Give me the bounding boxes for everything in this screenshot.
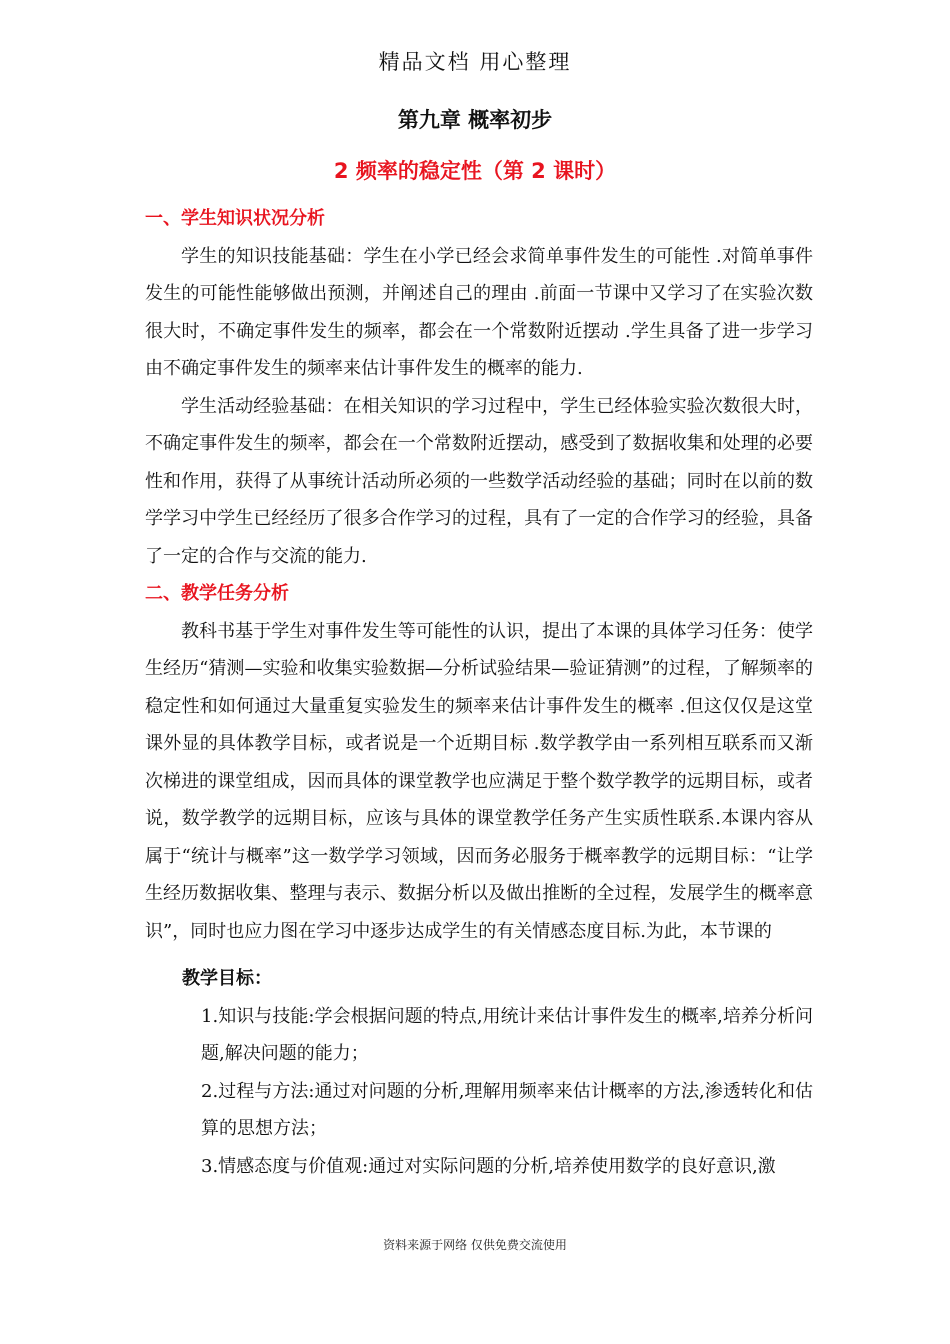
section1-heading: 一、学生知识状况分析 xyxy=(145,208,325,229)
goal-item: 2.过程与方法:通过对问题的分析,理解用频率来估计概率的方法,渗透转化和估算的思想方法； xyxy=(201,1080,813,1139)
section1-paragraph-2: 学生活动经验基础：在相关知识的学习过程中，学生已经体验实验次数很大时，不确定事件发生的频率，都会在一个常数附近摆动，感受到了数据收集和处理的必要性和作用，获得了从事统计活动所必须的一些数学活动经验的基础；同时在以前的数学学习中学生已经经历了很多合作学习的过程，具有了一定的合作学习的经验，具备了一定的合作与交流的能力. xyxy=(145,395,813,567)
chapter-title: 第九章 概率初步 xyxy=(397,108,553,132)
page-footer: 资料来源于网络 仅供免费交流使用 xyxy=(383,1238,567,1252)
section2-heading: 二、教学任务分析 xyxy=(145,583,289,604)
lesson-title: 2 频率的稳定性（第 2 课时） xyxy=(333,159,617,183)
document-body xyxy=(145,200,813,1185)
section2-paragraph-1: 教科书基于学生对事件发生等可能性的认识，提出了本课的具体学习任务：使学生经历“猜测—实验和收集实验数据—分析试验结果—验证猜测”的过程，了解频率的稳定性和如何通过大量重复实验发生的频率来估计事件发生的概率 .但这仅仅是这堂课外显的具体教学目标，或者说是一个近期目标 .数学教学由一系列相互联系而又渐次梯进的课堂组成，因而具体的课堂教学也应满足于整个数学教学的远期目标，或者说，数学教学的远期目标，应该与具体的课堂教学任务产生实质性联系.本课内容从属于“统计与概率”这一数学学习领域，因而务必服务于概率教学的远期目标：“让学生经历数据收集、整理与表示、数据分析以及做出推断的全过程，发展学生的概率意识”，同时也应力图在学习中逐步达成学生的有关情感态度目标.为此，本节课的 xyxy=(145,620,813,942)
goal-item: 3.情感态度与价值观:通过对实际问题的分析,培养使用数学的良好意识,激 xyxy=(201,1155,776,1177)
goals-title: 教学目标： xyxy=(182,968,272,989)
page-header: 精品文档 用心整理 xyxy=(378,50,572,74)
section1-paragraph-1: 学生的知识技能基础：学生在小学已经会求简单事件发生的可能性 .对简单事件发生的可能性能够做出预测，并阐述自己的理由 .前面一节课中又学习了在实验次数很大时，不确定事件发生的频率，都会在一个常数附近摆动 .学生具备了进一步学习由不确定事件发生的频率来估计事件发生的概率的能力. xyxy=(145,245,813,379)
goal-item: 1.知识与技能:学会根据问题的特点,用统计来估计事件发生的概率,培养分析问题,解决问题的能力； xyxy=(201,1005,813,1064)
